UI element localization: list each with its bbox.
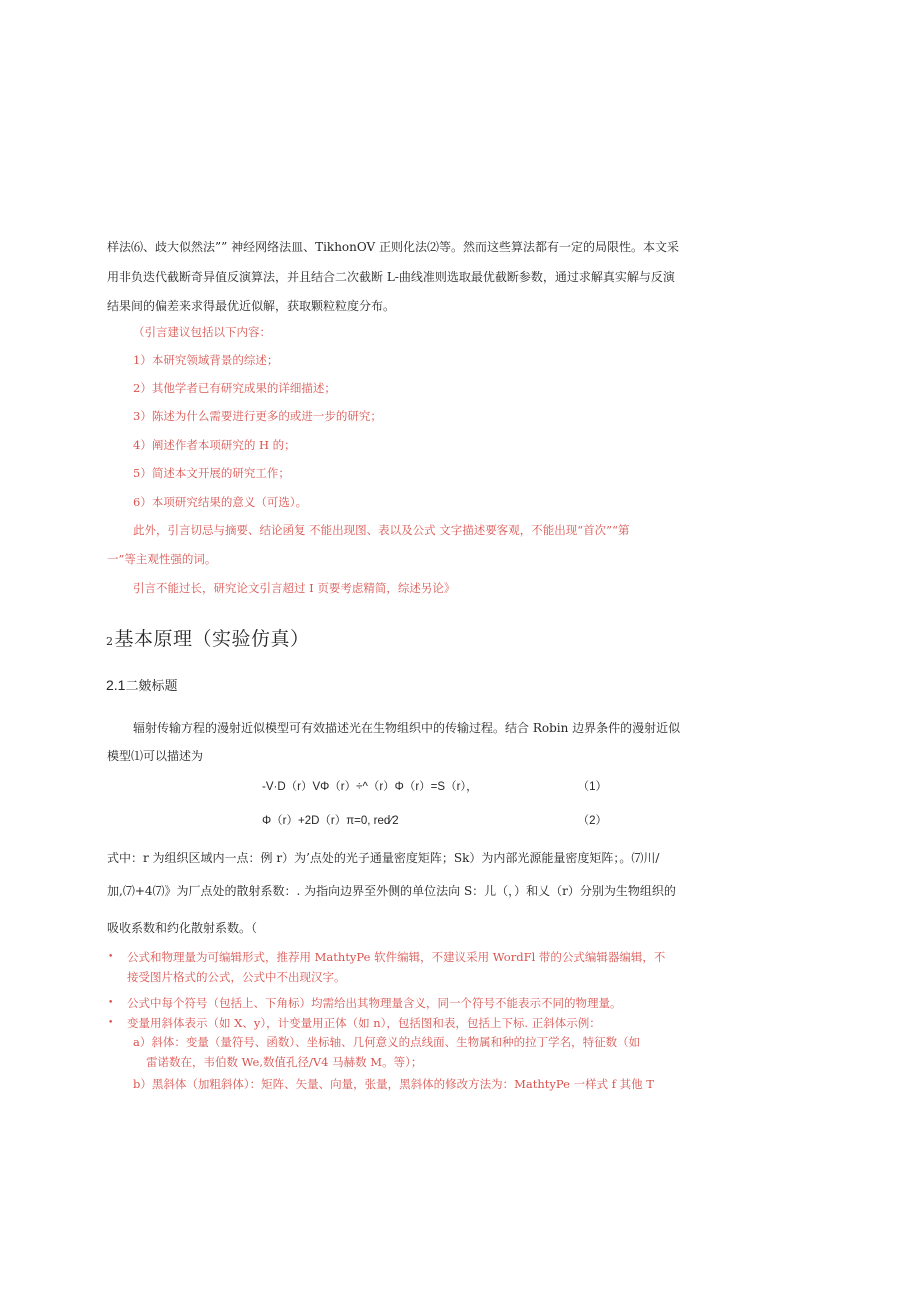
guide-item-5: 5）简述本文开展的研究工作； bbox=[133, 466, 290, 480]
explain-line-2: 加,⑺+4⑺》为厂点处的散射系数：. 为指向边界至外侧的单位法向 S：儿（，）和乂（r）分别为生物组织的 bbox=[107, 884, 676, 898]
guide-item-2: 2）其他学者已有研究成果的详细描述； bbox=[133, 381, 336, 395]
subsection-heading bbox=[106, 675, 177, 694]
explain-line-3: 吸收系数和约化散射系数。（ bbox=[107, 921, 258, 935]
guide-note-line-2: 一”等主观性强的词。 bbox=[107, 552, 217, 566]
equation-2: Φ（r）+2D（r）π=0, red∕2 bbox=[262, 815, 399, 827]
body-line-1: 辐射传输方程的漫射近似模型可有效描述光在生物组织中的传输过程。结合 Robin 边界条件的漫射近似 bbox=[133, 721, 681, 735]
intro-line-3: 结果间的偏差来求得最优近似解，获取颗粒粒度分布。 bbox=[107, 299, 396, 313]
equation-1-number: （1） bbox=[577, 781, 607, 793]
section-title: 基本原理（实验仿真） bbox=[114, 628, 310, 650]
subsection-title: 二皴标题 bbox=[125, 678, 178, 693]
guide-note-line-1: 此外，引言切忌与摘要、结论函复 不能出现图、表以及公式 文字描述要客观，不能出现“首次”“第 bbox=[133, 523, 630, 537]
equation-2-number: （2） bbox=[577, 815, 607, 827]
bullet-icon: • bbox=[108, 952, 114, 962]
rule-1-line-1: 公式和物理量为可编辑形式，推荐用 MathtyPe 软件编辑，不建议采用 WordFl 带的公式编辑器编辑，不 bbox=[127, 950, 666, 964]
subrule-b-line-1: b）黑斜体（加粗斜体）：矩阵、矢量、向量，张量，黑斜体的修改方法为：MathtyPe 一样式 f 其他 T bbox=[133, 1077, 654, 1091]
guide-item-3: 3）陈述为什么需要进行更多的或进一步的研究； bbox=[133, 409, 382, 423]
intro-line-1: 样法⑹、歧大似然法”” 神经网络法皿、TikhonOV 正则化法⑵等。然而这些算法都有一定的局限性。本文采 bbox=[107, 240, 679, 254]
bullet-icon: • bbox=[108, 998, 114, 1008]
intro-line-2: 用非负迭代截断奇异值反演算法，并且结合二次截断 L-曲线准则选取最优截断参数，通过求解真实解与反演 bbox=[107, 270, 675, 284]
subrule-a-line-2: 雷诺数在，韦伯数 We,数值孔径/V4 马赫数 M。等）； bbox=[146, 1055, 423, 1069]
guide-item-4: 4）阐述作者本项研究的 H 的； bbox=[133, 438, 296, 452]
explain-line-1: 式中：r 为组织区域内一点：例 r）为’点处的光子通量密度矩阵；Sk）为内部光源能量密度矩阵；。⑺川/ bbox=[107, 851, 660, 865]
subrule-a-line-1: a）斜体：变量（量符号、函数）、坐标轴、几何意义的点线面、生物属和种的拉丁学名，特征数（如 bbox=[133, 1035, 641, 1049]
section-heading bbox=[106, 624, 310, 651]
section-number: 2 bbox=[106, 635, 114, 648]
guide-item-6: 6）本项研究结果的意义（可选）。 bbox=[133, 495, 308, 509]
bullet-icon: • bbox=[108, 1018, 114, 1028]
rule-1-line-2: 接受图片格式的公式，公式中不出现汉字。 bbox=[127, 970, 346, 984]
guide-item-1: 1）本研究领域背景的综述； bbox=[133, 353, 279, 367]
rule-2-line-1: 公式中每个符号（包括上、下角标）均需给出其物理量含义，同一个符号不能表示不同的物理量。 bbox=[127, 996, 622, 1010]
rule-3-line-1: 变量用斜体表示（如 X、y），计变量用正体（如 n），包括图和表，包括上下标. 正斜体示例： bbox=[127, 1016, 601, 1030]
guide-note-2: 引言不能过长，研究论文引言超过 I 页要考虑精简，综述另论》 bbox=[133, 581, 456, 595]
body-line-2: 模型⑴可以描述为 bbox=[107, 749, 204, 763]
subsection-number: 2.1 bbox=[106, 677, 126, 693]
equation-1: -V·D（r）VΦ（r）÷^（r）Φ（r）=S（r）， bbox=[262, 781, 478, 793]
guide-heading: （引言建议包括以下内容： bbox=[133, 325, 271, 339]
